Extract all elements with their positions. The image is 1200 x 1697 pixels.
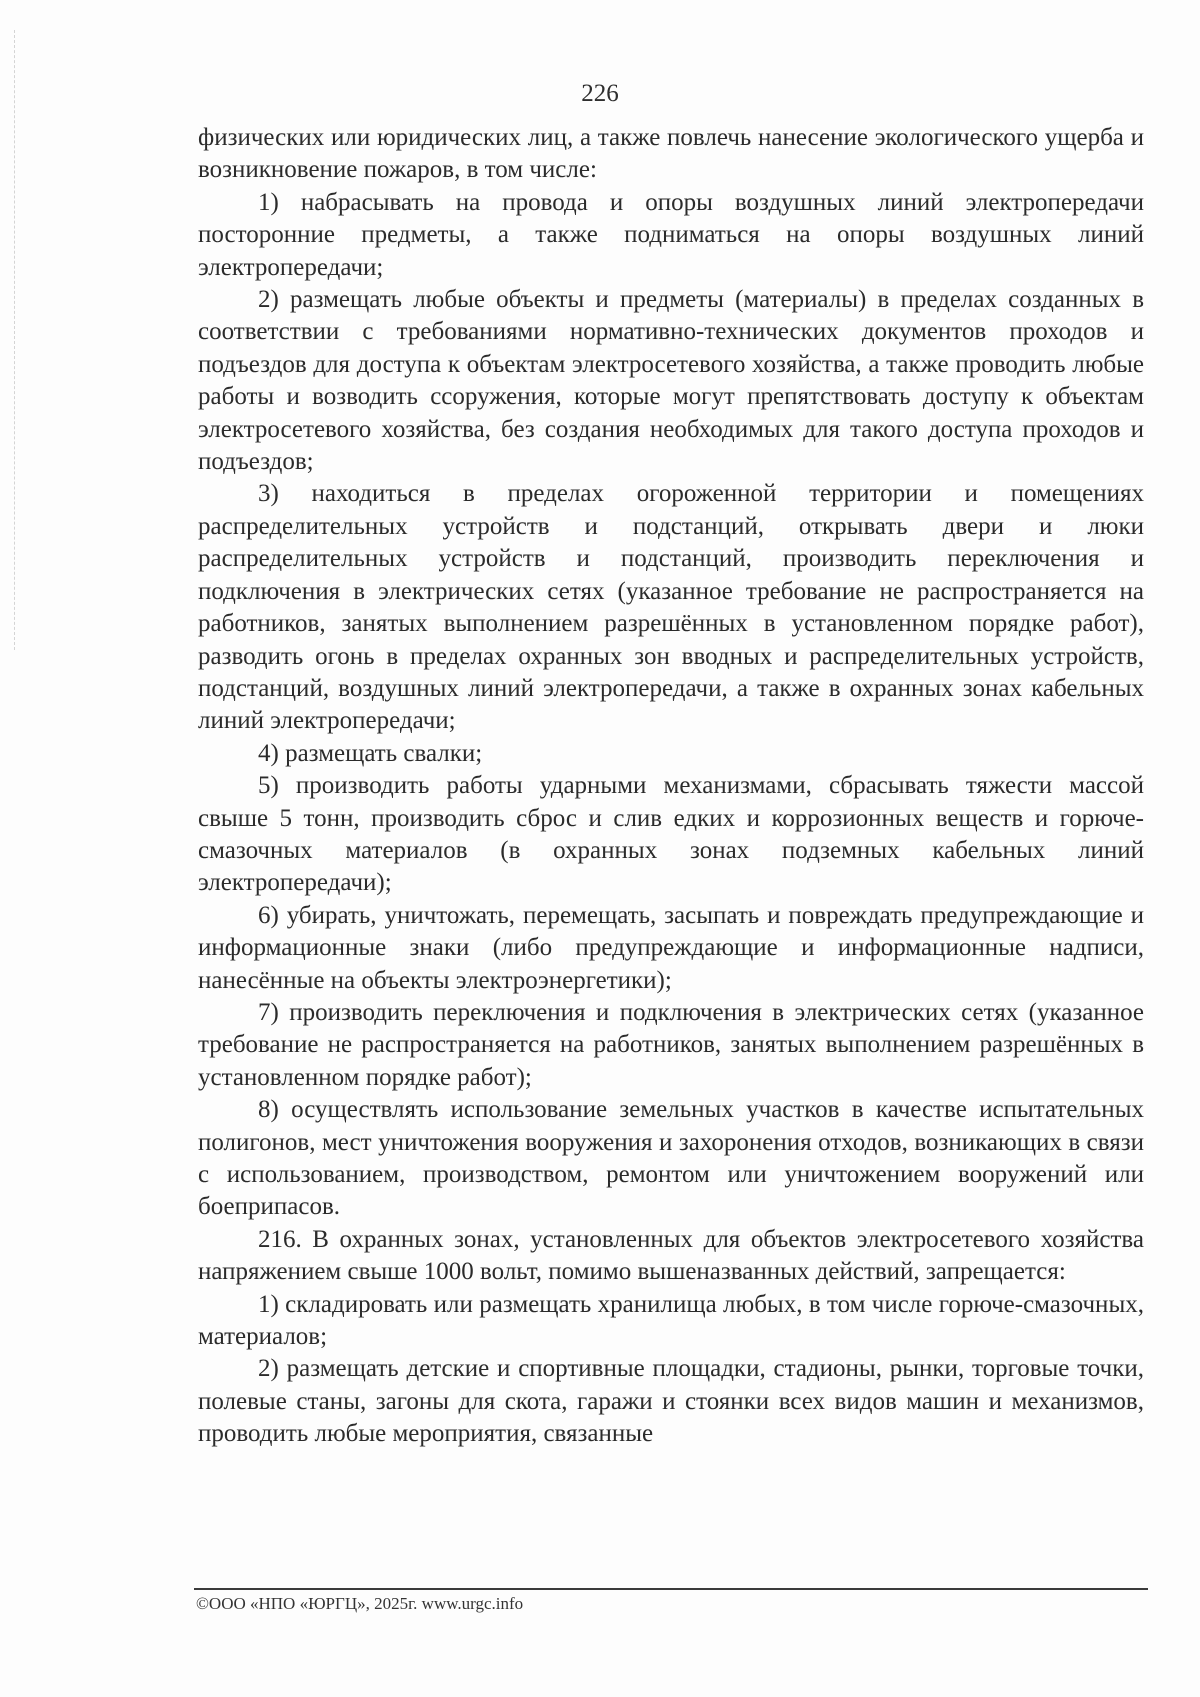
list-item-3: 3) находиться в пределах огороженной территории и помещениях распределительных устройств и подстанций, открывать двери и люки распределительных устройств и подстанций, производить переключения и подключения в электрических сетях (указанное требование не распространяется на работников, занятых выполнением разрешённых в установленном порядке работ), разводить огонь в пределах охранных зон вводных и распределительных устройств, подстанций, воздушных линий электропередачи, а также в охранных зонах кабельных линий электропередачи; — [198, 480, 1144, 735]
list-item-1: 1) набрасывать на провода и опоры воздушных линий электропередачи посторонние предметы, а также подниматься на опоры воздушных линий электропередачи; — [198, 188, 1144, 281]
page-number: 226 — [581, 80, 619, 107]
scan-edge-mark — [14, 30, 15, 650]
list-item-5: 5) производить работы ударными механизмами, сбрасывать тяжести массой свыше 5 тонн, производить сброс и слив едких и коррозионных веществ и горюче-смазочных материалов (в охранных зонах подземных кабельных линий электропередачи); — [198, 772, 1144, 897]
list-item-4: 4) размещать свалки; — [258, 739, 483, 767]
section-216: 216. В охранных зонах, установленных для объектов электросетевого хозяйства напряжением свыше 1000 вольт, помимо вышеназванных действий, запрещается: — [198, 1225, 1144, 1286]
list-item-8: 8) осуществлять использование земельных участков в качестве испытательных полигонов, мест уничтожения вооружения и захоронения отходов, возникающих в связи с использованием, производством, ремонтом или уничтожением вооружений или боеприпасов. — [198, 1096, 1144, 1221]
section-216-item-2: 2) размещать детские и спортивные площадки, стадионы, рынки, торговые точки, полевые станы, загоны для скота, гаражи и стоянки всех видов машин и механизмов, проводить любые мероприятия, связанные — [198, 1355, 1144, 1448]
paragraph-continuation: физических или юридических лиц, а также повлечь нанесение экологического ущерба и возникновение пожаров, в том числе: — [198, 124, 1144, 184]
footer-copyright: ©ООО «НПО «ЮРГЦ», 2025г. www.urgc.info — [196, 1594, 524, 1613]
list-item-2: 2) размещать любые объекты и предметы (материалы) в пределах созданных в соответствии с требованиями нормативно-технических документов проходов и подъездов для доступа к объектам электросетевого хозяйства, а также проводить любые работы и возводить ссоружения, которые могут препятствовать доступу к объектам электросетевого хозяйства, без создания необходимых для такого доступа проходов и подъездов; — [198, 286, 1144, 476]
list-item-6: 6) убирать, уничтожать, перемещать, засыпать и повреждать предупреждающие и информационные знаки (либо предупреждающие и информационные надписи, нанесённые на объекты электроэнергетики); — [198, 901, 1144, 994]
list-item-7: 7) производить переключения и подключения в электрических сетях (указанное требование не распространяется на работников, занятых выполнением разрешённых в установленном порядке работ); — [198, 998, 1144, 1091]
section-216-item-1: 1) складировать или размещать хранилища любых, в том числе горюче-смазочных, материалов; — [198, 1290, 1144, 1351]
footer-divider — [194, 1588, 1148, 1590]
document-body — [198, 122, 1144, 1451]
